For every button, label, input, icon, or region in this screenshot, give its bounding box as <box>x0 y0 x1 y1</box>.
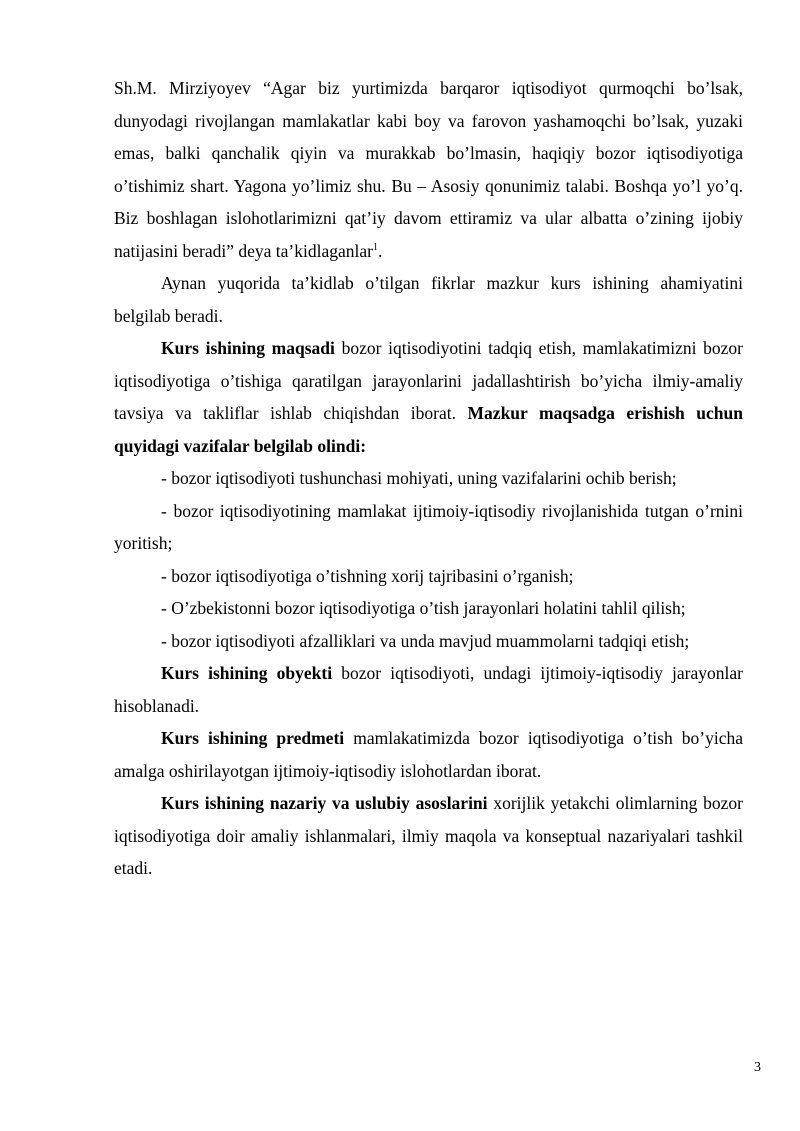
basis-text: xorijlik yetakchi olimlarning bozor iqtisodiyotiga doir amaliy ishlanmalari, ilmiy maqola va konseptual nazariyalari tashkil etadi. <box>114 793 743 878</box>
task-item-5: - bozor iqtisodiyoti afzalliklari va unda mavjud muammolarni tadqiqi etish; <box>161 630 690 651</box>
significance-paragraph: Aynan yuqorida ta’kidlab o’tilgan fikrlar mazkur kurs ishining ahamiyatini belgilab beradi. <box>114 273 743 326</box>
object-paragraph <box>114 657 743 722</box>
task-item-1: - bozor iqtisodiyoti tushunchasi mohiyati, uning vazifalarini ochib berish; <box>161 468 677 488</box>
footnote-reference[interactable]: 1 <box>372 241 378 253</box>
subject-paragraph <box>114 722 743 787</box>
intro-quote-text: Sh.M. Mirziyoyev “Agar biz yurtimizda barqaror iqtisodiyot qurmoqchi bo’lsak, dunyodagi rivojlangan mamlakatlar kabi boy va farovon yashamoqchi bo’lsak, yuzaki emas, balki qanchalik qiyin va murakkab bo’lmasin, haqiqiy bozor iqtisodiyotiga o’tishimiz shart. Yagona yo’limiz shu. Bu – Asosiy qonunimiz talabi. Boshqa yo’l yo’q. Biz boshlagan islohotlarimizni qat’iy davom ettiramiz va ular albatta o’zining ijobiy natijasini beradi” deya ta’kidlaganlar <box>114 78 743 261</box>
basis-paragraph <box>114 787 743 885</box>
subject-text: mamlakatimizda bozor iqtisodiyotiga o’tish bo’yicha amalga oshirilayotgan ijtimoiy-iqtisodiy islohotlardan iborat. <box>114 728 743 781</box>
document-page <box>114 72 743 885</box>
aim-text: bozor iqtisodiyotini tadqiq etish, mamlakatimizni bozor iqtisodiyotiga o’tishiga qaratilgan jarayonlarini jadallashtirish bo’yicha ilmiy-amaliy tavsiya va takliflar ishlab chiqishdan iborat. <box>114 338 744 423</box>
task-item-2: - bozor iqtisodiyotining mamlakat ijtimoiy-iqtisodiy rivojlanishida tutgan o’rnini yoritish; <box>114 500 743 553</box>
object-heading: Kurs ishining obyekti <box>161 663 333 683</box>
basis-heading: Kurs ishining nazariy va uslubiy asoslarini <box>161 793 488 813</box>
tasks-heading: Mazkur maqsadga erishish uchun quyidagi vazifalar belgilab olindi: <box>114 403 743 456</box>
intro-quote-paragraph <box>114 72 743 267</box>
aim-heading: Kurs ishining maqsadi <box>161 338 335 358</box>
task-item-4: - O’zbekistonni bozor iqtisodiyotiga o’tish jarayonlari holatini tahlil qilish; <box>161 598 686 618</box>
intro-quote-end: . <box>377 240 383 261</box>
page-number: 3 <box>754 1060 761 1075</box>
aim-paragraph <box>114 332 743 462</box>
object-text: bozor iqtisodiyoti, undagi ijtimoiy-iqtisodiy jarayonlar hisoblanadi. <box>114 663 743 716</box>
subject-heading: Kurs ishining predmeti <box>161 728 345 748</box>
task-item-3: - bozor iqtisodiyotiga o’tishning xorij tajribasini o’rganish; <box>161 565 574 586</box>
